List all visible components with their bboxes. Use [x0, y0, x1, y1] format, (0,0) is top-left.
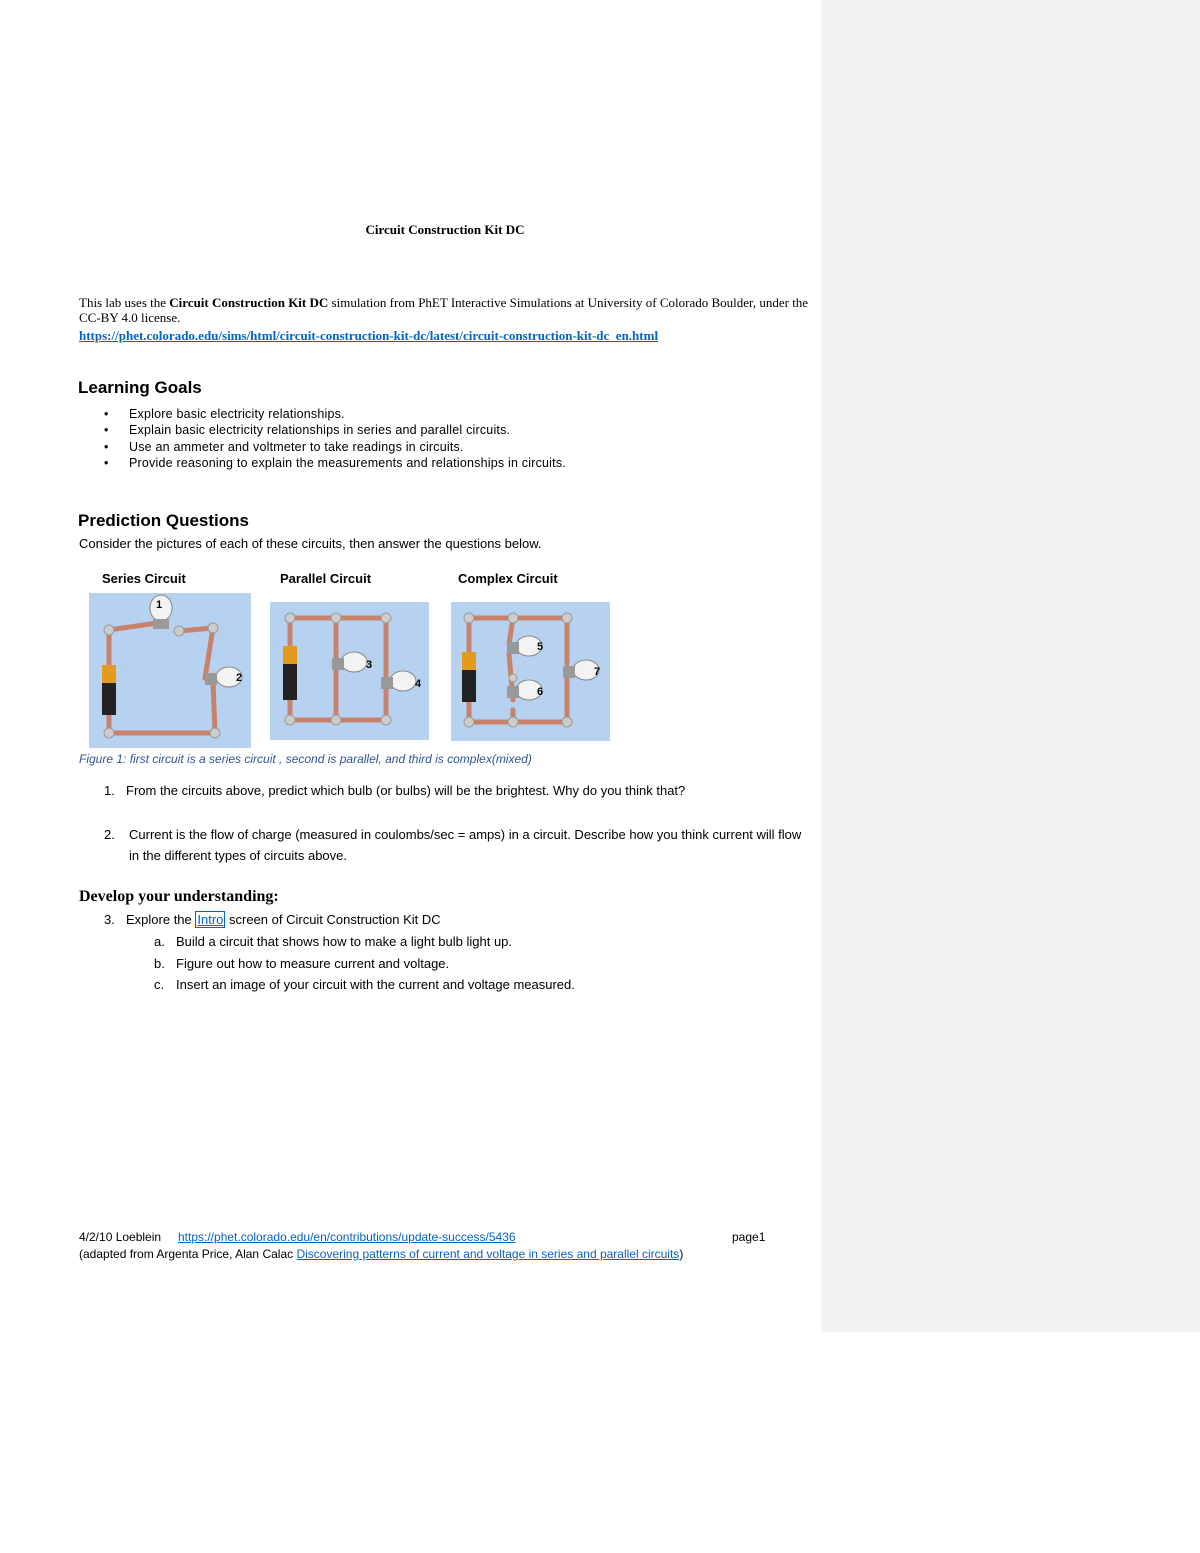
- bulb-number-label: 6: [537, 686, 544, 698]
- subitem-letter: b.: [154, 956, 165, 971]
- sim-url-link[interactable]: https://phet.colorado.edu/sims/html/circuit-construction-kit-dc/latest/circuit-construction-kit-dc_en.html: [79, 328, 659, 343]
- intro-sim-name: Circuit Construction Kit DC: [169, 295, 329, 310]
- figure-caption: Figure 1: first circuit is a series circuit , second is parallel, and third is complex(mixed): [79, 752, 532, 766]
- list-item: • Explain basic electricity relationships in series and parallel circuits.: [104, 422, 566, 438]
- parallel-circuit-label: Parallel Circuit: [280, 571, 372, 586]
- learning-goals-heading: Learning Goals: [78, 378, 202, 397]
- footer-adapted-pre: (adapted from Argenta Price, Alan Calac: [79, 1247, 297, 1261]
- intro-paragraph: [79, 295, 814, 325]
- footer-adapted-link[interactable]: Discovering patterns of current and voltage in series and parallel circuits: [296, 1247, 680, 1261]
- list-item: • Provide reasoning to explain the measurements and relationships in circuits.: [104, 455, 566, 471]
- question-text: Current is the flow of charge (measured in coulombs/sec = amps) in a circuit. Describe how you think current will flow in the different types of circuits above.: [129, 827, 802, 863]
- list-item: • Explore basic electricity relationships.: [104, 406, 566, 422]
- bulb-number-label: 4: [415, 678, 422, 690]
- parallel-circuit-image: [270, 602, 429, 740]
- subitem-c: [154, 977, 575, 992]
- bulb-number-label: 3: [366, 659, 373, 671]
- question-number: 1.: [104, 783, 115, 798]
- footer-adapted: [79, 1247, 683, 1261]
- intro-text-pre: This lab uses the: [79, 295, 170, 310]
- subitem-text: Figure out how to measure current and voltage.: [176, 956, 450, 971]
- subitem-letter: a.: [154, 934, 165, 949]
- question-3: [104, 912, 441, 927]
- subitem-text: Insert an image of your circuit with the current and voltage measured.: [176, 977, 575, 992]
- subitem-b: [154, 956, 449, 971]
- bulb-number-label: 7: [594, 666, 601, 678]
- question-1: [104, 780, 804, 801]
- prediction-instruction: Consider the pictures of each of these circuits, then answer the questions below.: [79, 536, 542, 551]
- footer-author: 4/2/10 Loeblein: [79, 1230, 162, 1244]
- question-2: [104, 824, 814, 866]
- learning-goals-list: [104, 406, 566, 471]
- comment-pane: [821, 0, 1200, 1332]
- footer-adapted-post: ): [679, 1247, 684, 1261]
- subitem-text: Build a circuit that shows how to make a light bulb light up.: [176, 934, 513, 949]
- intro-text-post: simulation from PhET Interactive Simulations at University of Colorado Boulder, under the CC-BY 4.0 license.: [79, 295, 809, 325]
- develop-heading: Develop your understanding:: [79, 888, 279, 905]
- bulb-number-label: 5: [537, 641, 544, 653]
- page-number: page1: [732, 1230, 766, 1244]
- question-number: 2.: [104, 827, 115, 842]
- list-item: • Use an ammeter and voltmeter to take readings in circuits.: [104, 439, 566, 455]
- question-text-post: screen of Circuit Construction Kit DC: [225, 912, 441, 927]
- prediction-questions-heading: Prediction Questions: [78, 511, 249, 530]
- complex-circuit-label: Complex Circuit: [458, 571, 558, 586]
- footer-url-link[interactable]: https://phet.colorado.edu/en/contributions/update-success/5436: [178, 1230, 516, 1244]
- question-text: From the circuits above, predict which bulb (or bulbs) will be the brightest. Why do you think that?: [126, 783, 686, 798]
- bulb-number-label: 2: [236, 672, 243, 684]
- subitem-letter: c.: [154, 977, 165, 992]
- page-title: Circuit Construction Kit DC: [365, 222, 525, 237]
- question-number: 3.: [104, 912, 115, 927]
- series-circuit-image: [89, 593, 251, 748]
- series-circuit-label: Series Circuit: [102, 571, 186, 586]
- intro-screen-link[interactable]: Intro: [197, 912, 224, 927]
- question-text-pre: Explore the: [126, 912, 196, 927]
- bulb-number-label: 1: [156, 599, 163, 611]
- subitem-a: [154, 934, 512, 949]
- complex-circuit-image: [451, 602, 610, 741]
